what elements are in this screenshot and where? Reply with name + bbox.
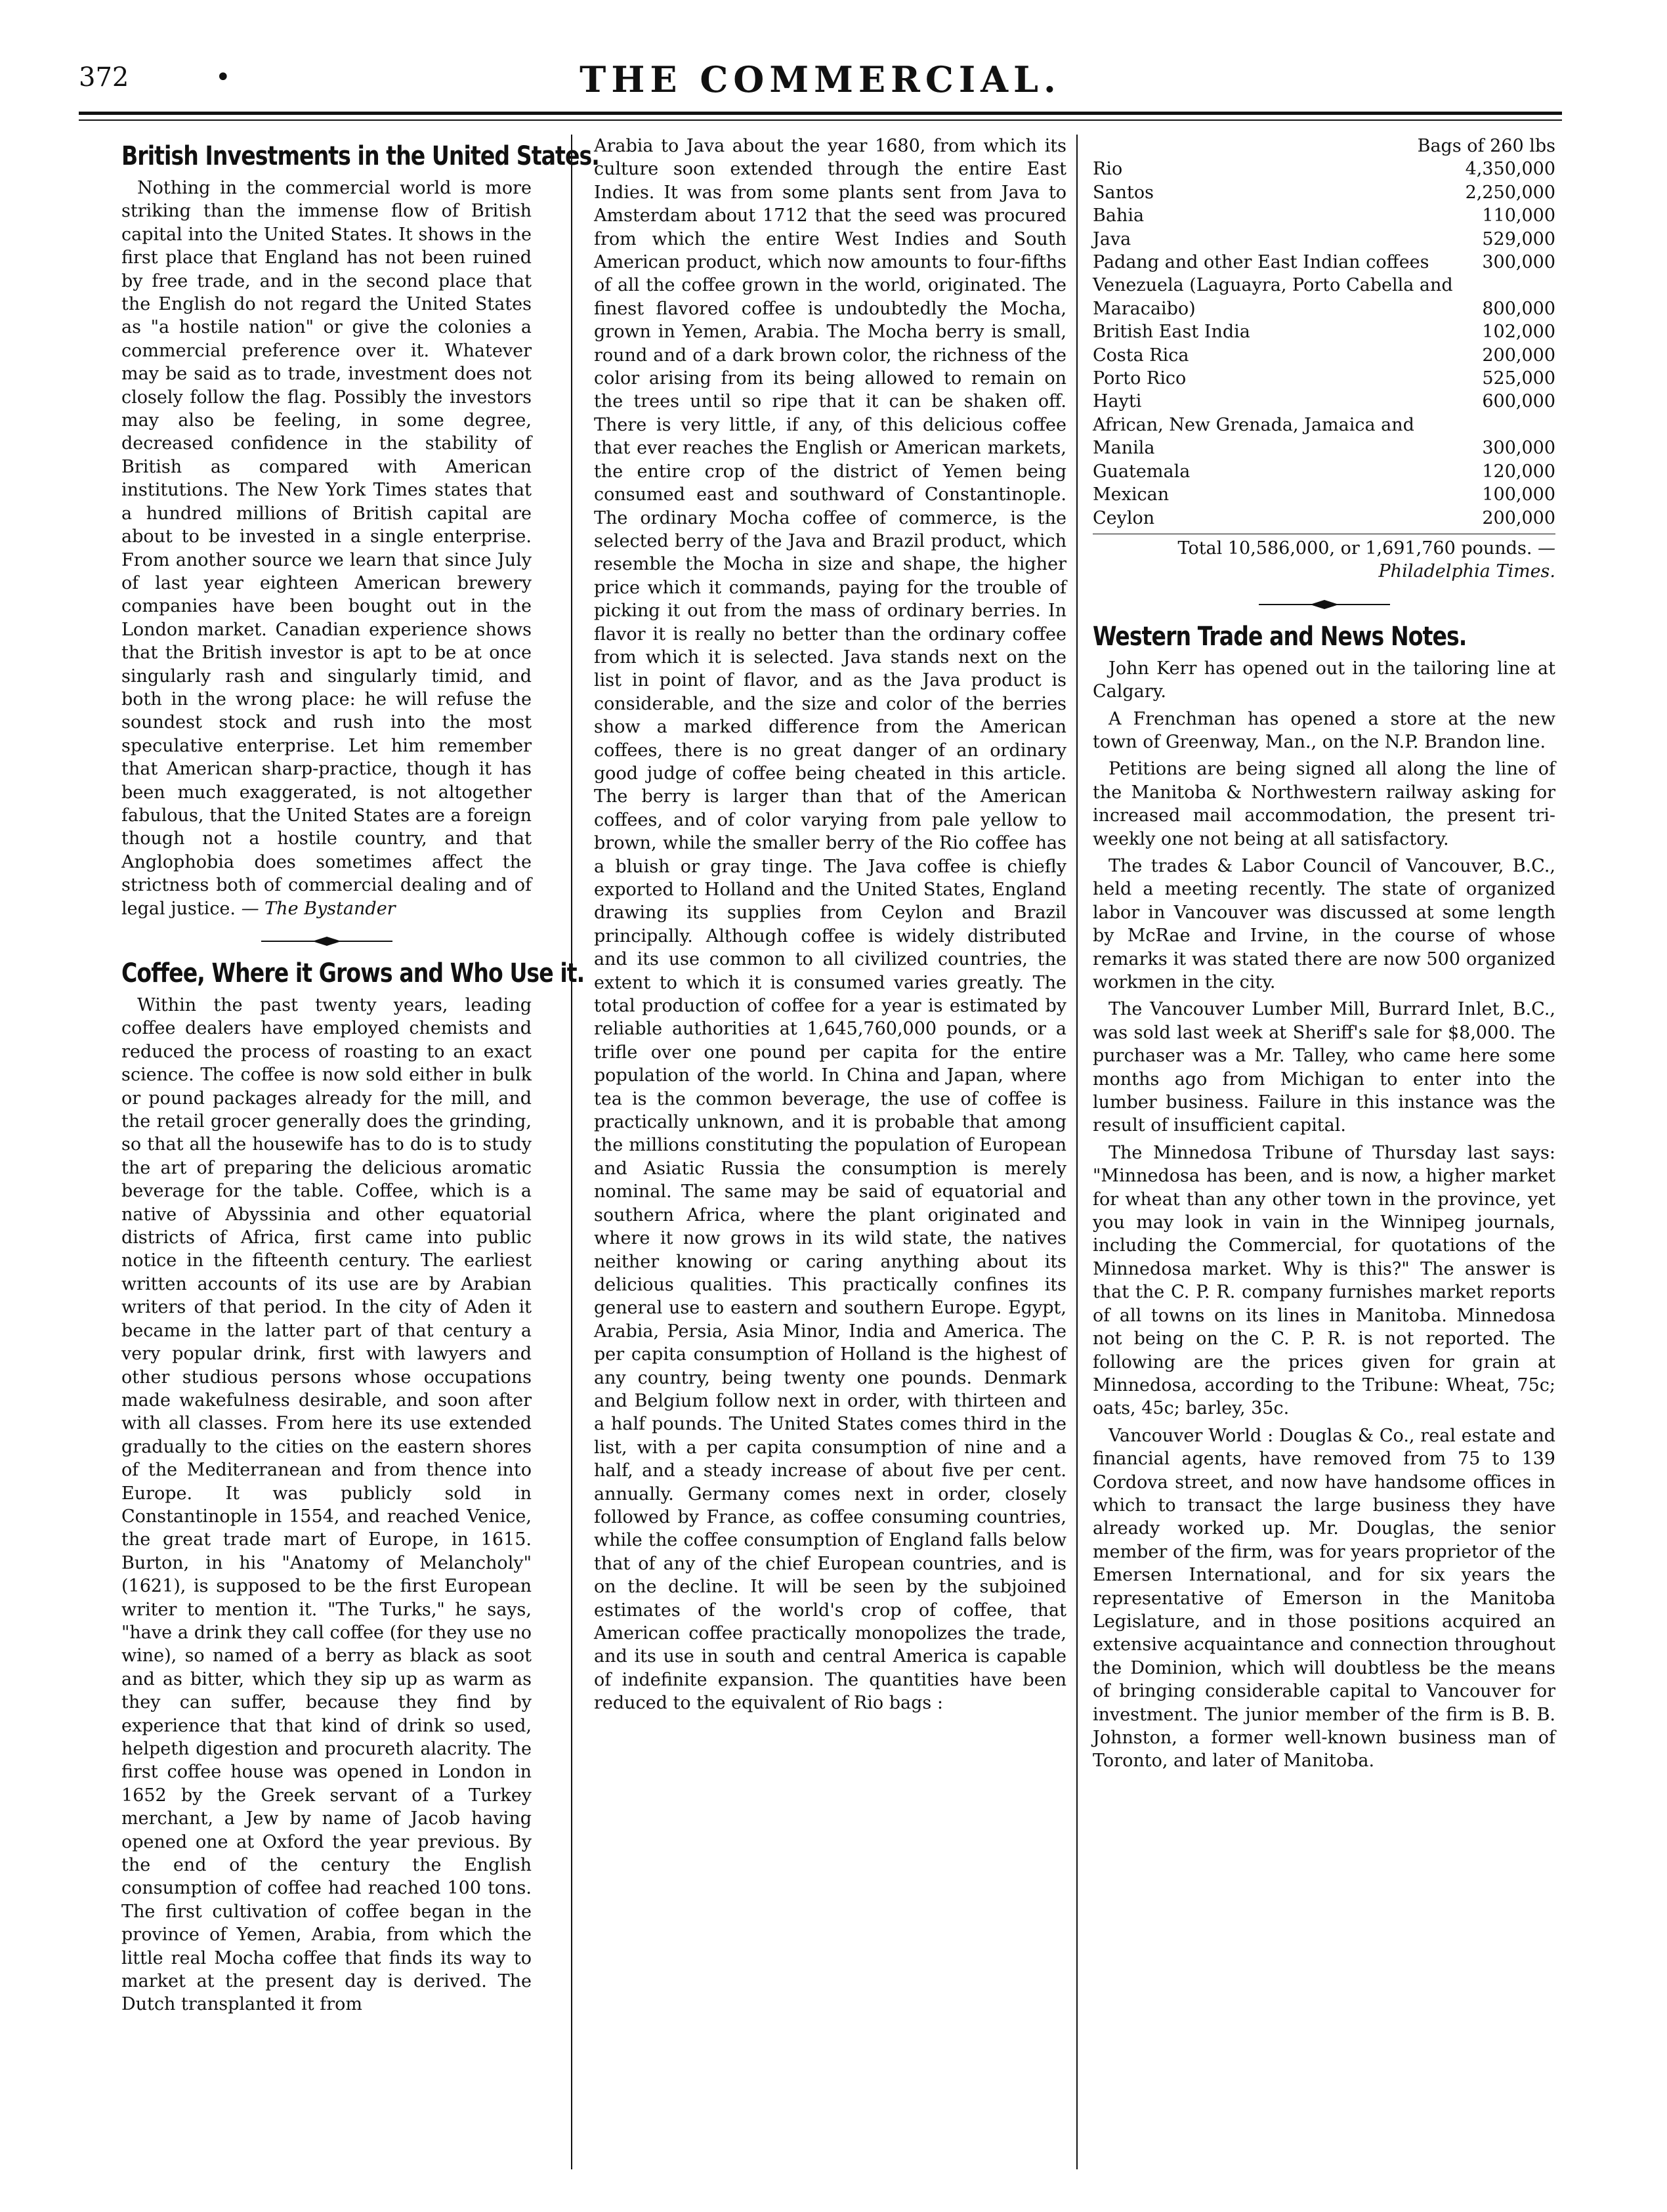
table-row [1093, 158, 1555, 181]
table-row [1093, 204, 1555, 227]
coffee-crop-table [1093, 158, 1555, 530]
table-row-bags: 200,000 [1482, 507, 1555, 528]
column-3 [1093, 135, 1555, 2176]
news-note: Petitions are being signed all along the line of the Manitoba & Northwestern railway asking for increased mail accommodation, the present tri-weekly one not being at all satisfactory. [1093, 759, 1555, 849]
table-row-country: Java [1093, 228, 1131, 249]
ornament-divider-icon [1259, 599, 1390, 610]
table-row-country: Costa Rica [1093, 345, 1189, 366]
masthead: THE COMMERCIAL. [580, 58, 1061, 100]
coffee-table-total: Total 10,586,000, or 1,691,760 pounds. — Philadelphia Times. [1093, 534, 1555, 584]
news-notes-list [1093, 657, 1555, 1773]
table-row-bags: 525,000 [1482, 368, 1555, 389]
column-divider-2 [1076, 135, 1078, 2169]
table-row [1093, 367, 1555, 390]
table-row [1093, 274, 1555, 320]
news-note: Vancouver World : Douglas & Co., real estate and financial agents, have removed from 75 to 139 Cordova street, and now have handsome offices in which to transact the large business they have already worked up. Mr. Douglas, the senior member of the firm, was for years proprietor of the Emersen International, and for six years the representative of Emerson in the Manitoba Legislature, and in those positions acquired an extensive acquaintance and connection throughout the Dominion, which will doubtless be the means of bringing considerable capital to Vancouver for investment. The junior member of the firm is B. B. Johnston, a former well-known business man of Toronto, and later of Manitoba. [1093, 1425, 1555, 1772]
table-row-bags: 100,000 [1482, 484, 1555, 505]
column-divider-1 [571, 135, 572, 2169]
header-bullet: • [215, 62, 231, 93]
article-body-british-investments: Nothing in the commercial world is more striking than the immense flow of British capital into the United States. It shows in the first place that England has not been ruined by free trade, and in the second place that the English do not regard the United States as "a hostile nation" or give the colonies a commercial preference over it. Whatever may be said as to trade, investment does not closely follow the flag. Possibly the investors may also be feeling, in some degree, decreased confidence in the stability of British as compared with American institutions. The New York Times states that a hundred millions of British capital are about to be invested in a single enterprise. From another source we learn that since July of last year eighteen American brewery companies have been bought out in the London market. Canadian experience shows that the British investor is apt to be at once singularly rash and singularly timid, and both in the wrong place: he will refuse the soundest stock and rush into the most speculative enterprise. Let him remember that American sharp-practice, though it has been much exaggerated, is not altogether fabulous, that the United States are a foreign though not a hostile country, and that Anglophobia does sometimes affect the strictness both of commercial dealing and of legal justice. — The Bystander [121, 178, 532, 919]
table-row-bags: 2,250,000 [1465, 182, 1555, 203]
table-row-country: Mexican [1093, 484, 1170, 505]
column-1 [121, 135, 599, 2176]
news-note: John Kerr has opened out in the tailoring line at Calgary. [1093, 658, 1555, 702]
table-row-bags: 800,000 [1482, 298, 1555, 319]
table-row-bags: 102,000 [1482, 322, 1555, 343]
table-row-country: Ceylon [1093, 507, 1155, 528]
coffee-table-header: Bags of 260 lbs [1417, 136, 1555, 156]
table-row-bags: 300,000 [1482, 438, 1555, 459]
table-row-country: Padang and other East Indian coffees [1093, 252, 1429, 273]
header-rule-thick [79, 112, 1562, 115]
table-row-bags: 4,350,000 [1465, 159, 1555, 180]
table-row [1093, 460, 1555, 483]
table-row-country: Porto Rico [1093, 368, 1187, 389]
news-note: The Minnedosa Tribune of Thursday last says: "Minnedosa has been, and is now, a higher market for wheat than any other town in the province, yet you may look in vain in the Winnipeg journals, including the Commercial, for quotations of the Minnedosa market. Why is this?" The answer is that the C. P. R. company furnishes market reports of all towns on its lines in Manitoba. Minnedosa not being on the C. P. R. is not reported. The following are the prices given for grain at Minnedosa, according to the Tribune: Wheat, 75c; oats, 45c; barley, 35c. [1093, 1142, 1555, 1419]
table-row-bags: 110,000 [1482, 205, 1555, 226]
table-row [1093, 251, 1555, 274]
news-note: The trades & Labor Council of Vancouver, B.C., held a meeting recently. The state of organized labor in Vancouver was discussed at some length by McRae and Irvine, in the course of whose remarks it was stated there are now 500 organized workmen in the city. [1093, 855, 1555, 992]
table-row-bags: 200,000 [1482, 345, 1555, 366]
page-number: 372 [79, 62, 129, 93]
article-title-british-investments: British Investments in the United States. [121, 141, 599, 171]
article-body-coffee-part1: Within the past twenty years, leading coffee dealers have employed chemists and reduced the process of roasting to an exact science. The coffee is now sold either in bulk or pound packages already for the mill, and the retail grocer generally does the grinding, so that all the housewife has to do is to study the art of preparing the delicious aromatic beverage for the table. Coffee, which is a native of Abyssinia and other equatorial districts of Africa, first came into public notice in the fifteenth century. The earliest written accounts of its use are by Arabian writers of that period. In the city of Aden it became in the latter part of that century a very popular drink, first with lawyers and other studious persons whose occupations made wakefulness desirable, and soon after with all classes. From here its use extended gradually to the cities on the eastern shores of the Mediterranean and from thence into Europe. It was publicly sold in Constantinople in 1554, and reached Venice, the great trade mart of Europe, in 1615. Burton, in his "Anatomy of Melancholy" (1621), is supposed to be the first European writer to mention it. "The Turks," he says, "have a drink they call coffee (for they use no wine), so named of a berry as black as soot and as bitter, which they sip up as warm as they can suffer, because they find by experience that that kind of drink so used, helpeth digestion and procureth alacrity. The first coffee house was opened in London in 1652 by the Greek servant of a Turkey merchant, a Jew by name of Jacob having opened one at Oxford the year previous. By the end of the century the English consumption of coffee had reached 100 tons. The first cultivation of coffee began in the province of Yemen, Arabia, from which the little real Mocha coffee that finds its way to market at the present day is derived. The Dutch transplanted it from [121, 995, 532, 2015]
table-row-country: Bahia [1093, 205, 1145, 226]
table-row [1093, 344, 1555, 367]
table-row [1093, 414, 1555, 460]
table-row-country: Hayti [1093, 391, 1142, 412]
table-row-country: Santos [1093, 182, 1154, 203]
article-title-western-trade: Western Trade and News Notes. [1093, 621, 1467, 652]
article-title-coffee: Coffee, Where it Grows and Who Use it. [121, 958, 585, 989]
article-source: — The Bystander [241, 898, 396, 919]
table-row [1093, 390, 1555, 413]
news-note: A Frenchman has opened a store at the new town of Greenway, Man., on the N.P. Brandon line. [1093, 708, 1555, 752]
news-note: The Vancouver Lumber Mill, Burrard Inlet, B.C., was sold last week at Sheriff's sale for $8,000. The purchaser was a Mr. Talley, who came here some months ago from Michigan to enter into the lumber business. Failure in this instance was the result of insufficient capital. [1093, 999, 1555, 1136]
table-row-country: African, New Grenada, Jamaica and Manila [1093, 414, 1414, 459]
table-row-country: Rio [1093, 159, 1123, 180]
table-row [1093, 181, 1555, 204]
table-row-country: Guatemala [1093, 461, 1191, 482]
table-row-bags: 600,000 [1482, 391, 1555, 412]
header-rule-thin [79, 119, 1562, 121]
table-row-bags: 300,000 [1482, 252, 1555, 273]
article-body-coffee-part2: Arabia to Java about the year 1680, from which its culture soon extended through the entire East Indies. It was from some plants sent from Java to Amsterdam about 1712 that the seed was procured from which the entire West Indies and South American product, which now amounts to four-fifths of all the coffee grown in the world, originated. The finest flavored coffee is undoubtedly the Mocha, grown in Yemen, Arabia. The Mocha berry is small, round and of a dark brown color, the richness of the color arising from its being allowed to remain on the trees until so ripe that it can be shaken off. There is very little, if any, of this delicious coffee that ever reaches the English or American markets, the entire crop of the district of Yemen being consumed east and southward of Constantinople. The ordinary Mocha coffee of commerce, is the selected berry of the Java and Brazil product, which resemble the Mocha in size and shape, the higher price which it commands, paying for the trouble of picking it out from the mass of ordinary berries. In flavor it is really no better than the ordinary coffee from which it is selected. Java stands next on the list in point of flavor, and as the Java product is considerable, and the size and color of the berries show a marked difference from the American coffees, there is no great danger of an ordinary good judge of coffee being cheated in this article. The berry is larger than that of the American coffees, and of color varying from pale yellow to brown, while the smaller berry of the Rio coffee has a bluish or gray tinge. The Java coffee is chiefly exported to Holland and the United States, England drawing its supplies from Ceylon and Brazil principally. Although coffee is widely distributed and its use common to all civilized countries, the extent to which it is consumed varies greatly. The total production of coffee for a year is estimated by reliable authorities at 1,645,760,000 pounds, or a trifle over one pound per capita for the entire population of the world. In China and Japan, where tea is the common beverage, the use of coffee is practically unknown, and it is probable that among the millions constituting the population of European and Asiatic Russia the consumption is merely nominal. The same may be said of equatorial and southern Africa, where the plant originated and where it now grows in its wild state, the natives neither knowing or caring anything about its delicious qualities. This practically confines its general use to eastern and southern Europe. Egypt, Arabia, Persia, Asia Minor, India and America. The per capita consumption of Holland is the highest of any country, being twenty one pounds. Denmark and Belgium follow next in order, with thirteen and a half pounds. The United States comes third in the list, with a per capita consumption of nine and a half, and a steady increase of about five per cent. annually. Germany comes next in order, closely followed by France, as coffee consuming countries, while the coffee consumption of England falls below that of any of the chief European countries, and is on the decline. It will be seen by the subjoined estimates of the world's crop of coffee, that American coffee practically monopolizes the trade, and its use in south and central America is capable of indefinite expansion. The quantities have been reduced to the equivalent of Rio bags : [594, 136, 1066, 1714]
table-row [1093, 228, 1555, 251]
table-row [1093, 483, 1555, 506]
table-row [1093, 320, 1555, 343]
table-row-country: British East India [1093, 322, 1250, 343]
table-row-country: Venezuela (Laguayra, Porto Cabella and Maracaibo) [1093, 275, 1453, 319]
table-row-bags: 529,000 [1482, 228, 1555, 249]
column-2 [594, 135, 1066, 2176]
table-row [1093, 507, 1555, 530]
table-row-bags: 120,000 [1482, 461, 1555, 482]
ornament-divider-icon [261, 936, 392, 946]
